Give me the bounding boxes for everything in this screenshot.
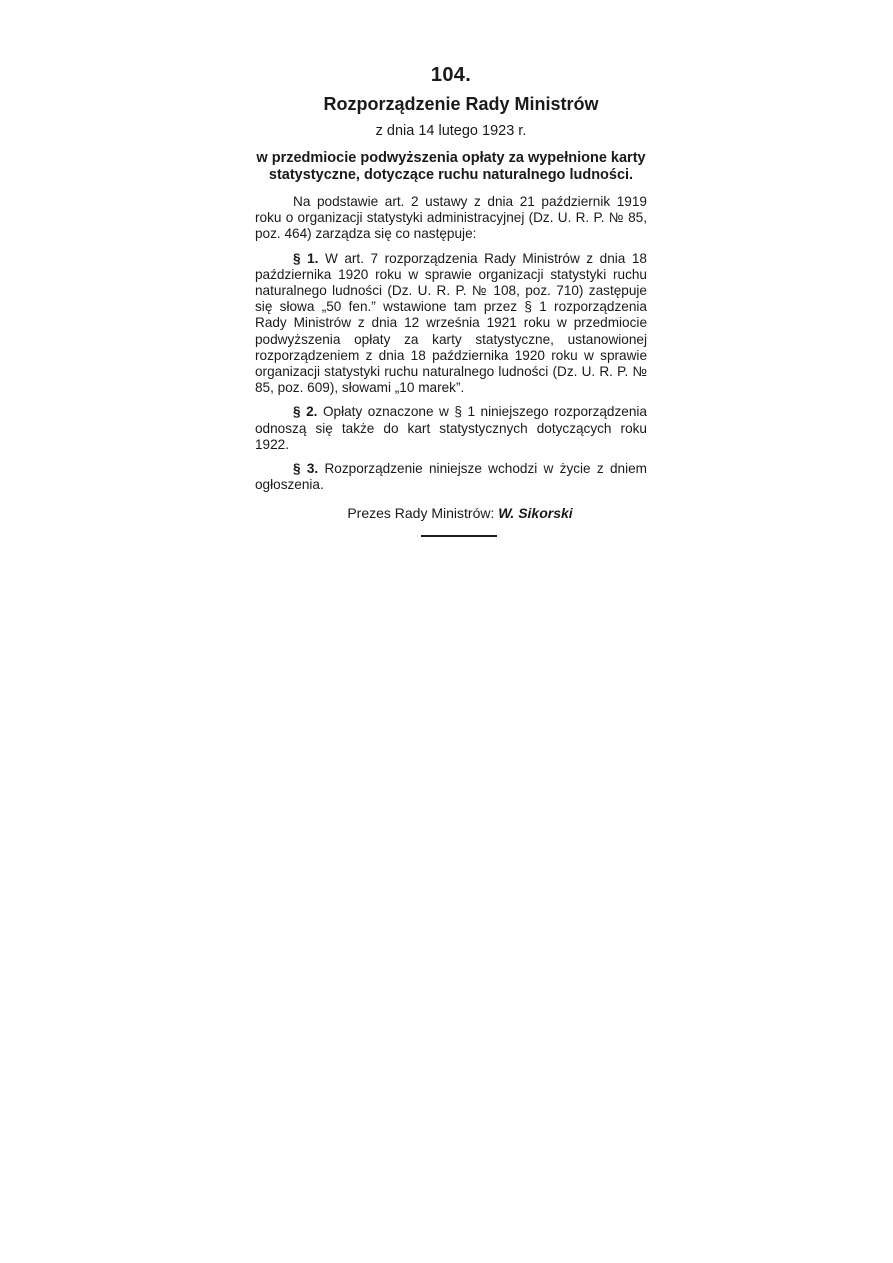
section-1-paragraph — [255, 251, 647, 397]
document-page — [255, 62, 647, 537]
act-number: 104. — [430, 64, 472, 86]
signer-name: W. Sikorski — [498, 505, 573, 522]
section-3-paragraph — [255, 461, 647, 493]
section-2-text: Opłaty oznaczone w § 1 niniejszego rozporządzenia odnoszą się także do kart statystycznych dotyczących roku 1922. — [255, 404, 647, 452]
signature-line — [255, 503, 647, 523]
section-3-text: Rozporządzenie niniejsze wchodzi w życie z dniem ogłoszenia. — [255, 461, 647, 493]
act-subject: w przedmiocie podwyższenia opłaty za wypełnione karty statystyczne, dotyczące ruchu naturalnego ludności. — [256, 150, 646, 183]
preamble-paragraph: Na podstawie art. 2 ustawy z dnia 21 październik 1919 roku o organizacji statystyki administracyjnej (Dz. U. R. P. № 85, poz. 464) zarządza się co następuje: — [255, 194, 647, 242]
closing-divider — [421, 535, 497, 537]
section-2-paragraph — [255, 404, 647, 453]
section-1-mark: § 1. — [293, 250, 319, 266]
signature-label: Prezes Rady Ministrów: — [347, 505, 495, 522]
section-1-text: W art. 7 rozporządzenia Rady Ministrów z dnia 18 października 1920 roku w sprawie organizacji statystyki ruchu naturalnego ludności (Dz. U. R. P. № 108, poz. 710) zastępuje się słowa „50 fen.” wstawione tam przez § 1 rozporządzenia Rady Ministrów z dnia 12 września 1921 roku w przedmiocie podwyższenia opłaty za karty statystyczne, ustanowionej rozporządzeniem z dnia 18 października 1920 roku w sprawie organizacji statystyki ruchu naturalnego ludności (Dz. U. R. P. № 85, poz. 609), słowami „10 marek”. — [255, 250, 647, 396]
act-date: z dnia 14 lutego 1923 r. — [375, 123, 527, 139]
section-2-mark: § 2. — [293, 404, 318, 420]
section-3-mark: § 3. — [293, 461, 319, 477]
act-title: Rozporządzenie Rady Ministrów — [323, 94, 599, 114]
